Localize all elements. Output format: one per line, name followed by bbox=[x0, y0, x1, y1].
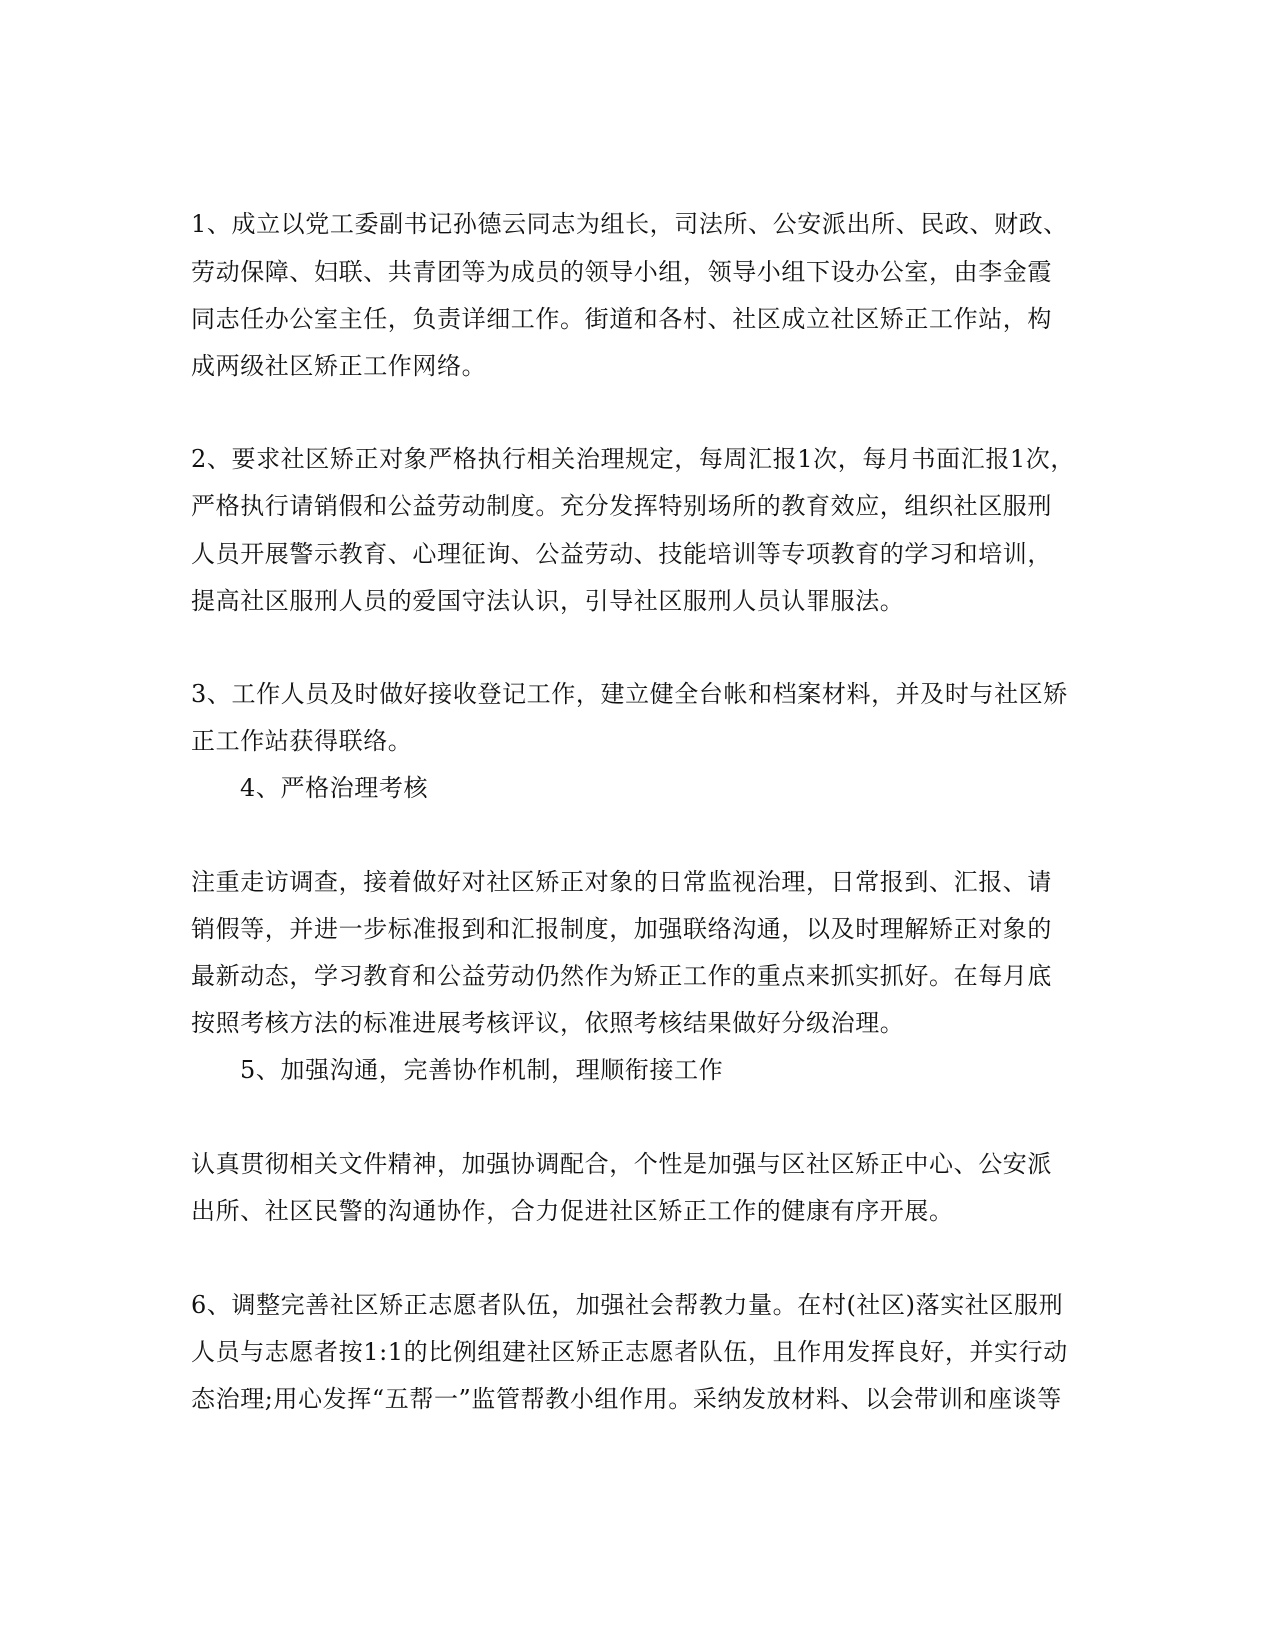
paragraph-1-line-4: 成两级社区矫正工作网络。 bbox=[191, 352, 487, 380]
paragraph-5-line-2: 出所、社区民警的沟通协作，合力促进社区矫正工作的健康有序开展。 bbox=[191, 1197, 954, 1225]
section-heading-4: 4、严格治理考核 bbox=[240, 774, 429, 802]
paragraph-1-line-1: 1、成立以党工委副书记孙德云同志为组长，司法所、公安派出所、民政、财政、 bbox=[191, 210, 1068, 238]
paragraph-4-line-2: 销假等，并进一步标准报到和汇报制度，加强联络沟通，以及时理解矫正对象的 bbox=[191, 915, 1052, 943]
paragraph-6-line-2: 人员与志愿者按1:1的比例组建社区矫正志愿者队伍，且作用发挥良好，并实行动 bbox=[191, 1338, 1068, 1366]
paragraph-3-line-2: 正工作站获得联络。 bbox=[191, 727, 413, 755]
paragraph-2-line-2: 严格执行请销假和公益劳动制度。充分发挥特别场所的教育效应，组织社区服刑 bbox=[191, 492, 1052, 520]
paragraph-5-line-1: 认真贯彻相关文件精神，加强协调配合，个性是加强与区社区矫正中心、公安派 bbox=[191, 1150, 1052, 1178]
paragraph-2-line-3: 人员开展警示教育、心理征询、公益劳动、技能培训等专项教育的学习和培训， bbox=[191, 540, 1052, 568]
paragraph-1-line-3: 同志任办公室主任，负责详细工作。街道和各村、社区成立社区矫正工作站，构 bbox=[191, 305, 1052, 333]
paragraph-4-line-4: 按照考核方法的标准进展考核评议，依照考核结果做好分级治理。 bbox=[191, 1009, 905, 1037]
paragraph-1-line-2: 劳动保障、妇联、共青团等为成员的领导小组，领导小组下设办公室，由李金霞 bbox=[191, 258, 1052, 286]
paragraph-4-line-3: 最新动态，学习教育和公益劳动仍然作为矫正工作的重点来抓实抓好。在每月底 bbox=[191, 962, 1052, 990]
paragraph-2-line-1: 2、要求社区矫正对象严格执行相关治理规定，每周汇报1次，每月书面汇报1次， bbox=[191, 445, 1076, 473]
paragraph-2-line-4: 提高社区服刑人员的爱国守法认识，引导社区服刑人员认罪服法。 bbox=[191, 587, 905, 615]
paragraph-3-line-1: 3、工作人员及时做好接收登记工作，建立健全台帐和档案材料，并及时与社区矫 bbox=[191, 680, 1068, 708]
section-heading-5: 5、加强沟通，完善协作机制，理顺衔接工作 bbox=[240, 1056, 724, 1084]
paragraph-6-line-3: 态治理;用心发挥“五帮一”监管帮教小组作用。采纳发放材料、以会带训和座谈等 bbox=[191, 1385, 1062, 1413]
paragraph-6-line-1: 6、调整完善社区矫正志愿者队伍，加强社会帮教力量。在村(社区)落实社区服刑 bbox=[191, 1291, 1064, 1319]
paragraph-4-line-1: 注重走访调查，接着做好对社区矫正对象的日常监视治理，日常报到、汇报、请 bbox=[191, 868, 1052, 896]
